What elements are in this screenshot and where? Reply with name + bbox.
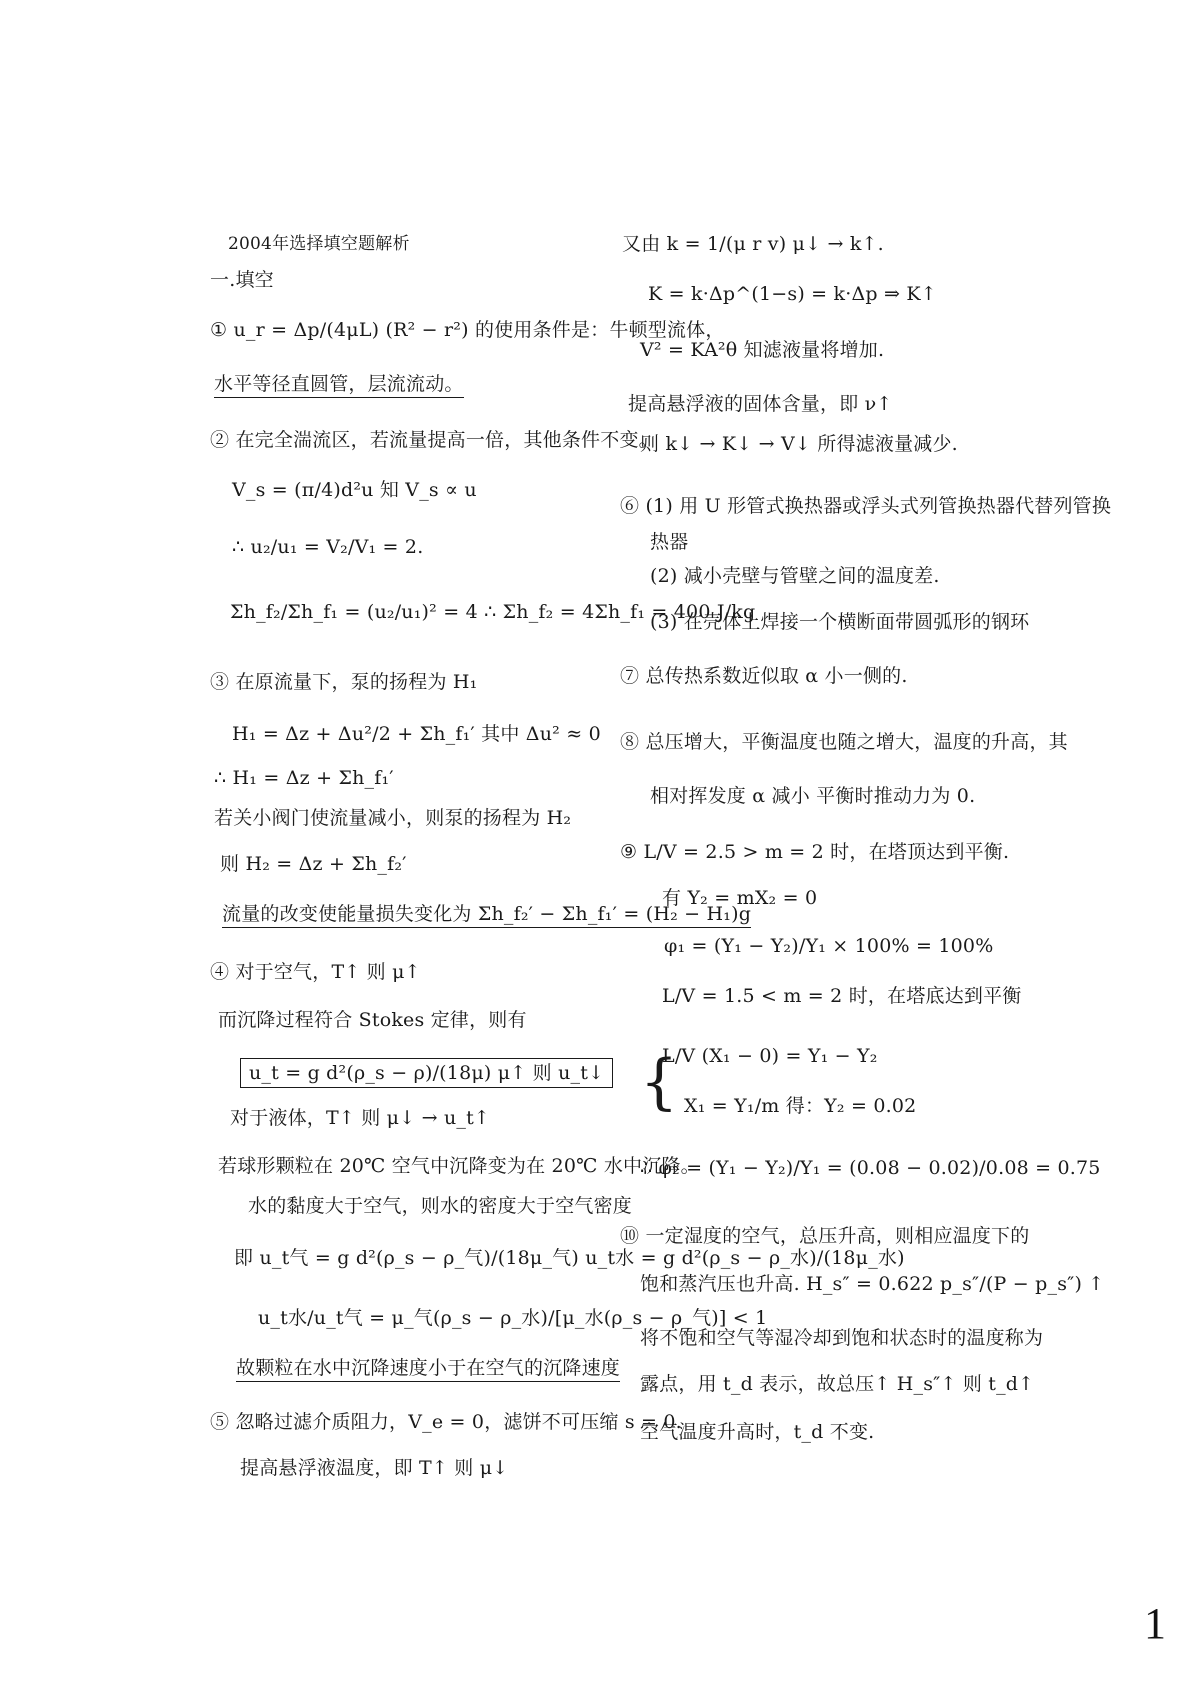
page-number: 1 — [1144, 1599, 1166, 1648]
left-column-line: ∴ u₂/u₁ = V₂/V₁ = 2. — [232, 536, 424, 558]
left-column-line: 水的黏度大于空气，则水的密度大于空气密度 — [248, 1195, 633, 1217]
left-column-line: ③ 在原流量下，泵的扬程为 H₁ — [210, 671, 478, 693]
right-column-line: 提高悬浮液的固体含量，即 ν↑ — [628, 393, 893, 415]
left-column-line: V_s = (π/4)d²u 知 V_s ∝ u — [232, 479, 477, 501]
left-column-line: ① u_r = Δp/(4μL) (R² − r²) 的使用条件是：牛顿型流体， — [210, 319, 725, 341]
right-column-line: 饱和蒸汽压也升高. H_s″ = 0.622 p_s″/(P − p_s″) ↑ — [640, 1273, 1105, 1295]
right-column-line: ⑧ 总压增大，平衡温度也随之增大，温度的升高，其 — [620, 731, 1068, 753]
right-column-line: ⑦ 总传热系数近似取 α 小一侧的. — [620, 665, 908, 687]
right-column-line: 将不饱和空气等湿冷却到饱和状态时的温度称为 — [640, 1327, 1044, 1349]
right-column-line: X₁ = Y₁/m 得：Y₂ = 0.02 — [684, 1095, 917, 1117]
right-column-line: ⑨ L/V = 2.5 > m = 2 时，在塔顶达到平衡. — [620, 841, 1010, 863]
left-column-line: 若关小阀门使流量减小，则泵的扬程为 H₂ — [214, 807, 572, 829]
right-column-line: 有 Y₂ = mX₂ = 0 — [662, 887, 818, 909]
left-column-line: u_t = g d²(ρ_s − ρ)/(18μ) μ↑ 则 u_t↓ — [240, 1058, 613, 1088]
right-column-line: φ₁ = (Y₁ − Y₂)/Y₁ × 100% = 100% — [664, 935, 994, 957]
left-column-line: u_t水/u_t气 = μ_气(ρ_s − ρ_水)/[μ_水(ρ_s − ρ_气)] < 1 — [258, 1307, 768, 1329]
right-column-line: 露点，用 t_d 表示，故总压↑ H_s″↑ 则 t_d↑ — [640, 1373, 1035, 1395]
right-column-line: 热器 — [650, 531, 689, 553]
left-column-line: 即 u_t气 = g d²(ρ_s − ρ_气)/(18μ_气) u_t水 = g d²(ρ_s − ρ_水)/(18μ_水) — [234, 1247, 905, 1269]
right-column-line: ⑩ 一定湿度的空气，总压升高，则相应温度下的 — [620, 1225, 1030, 1247]
left-column-line: Σh_f₂/Σh_f₁ = (u₂/u₁)² = 4 ∴ Σh_f₂ = 4Σh_f₁ = 400 J/kg — [230, 601, 756, 623]
left-column-line: 提高悬浮液温度，即 T↑ 则 μ↓ — [240, 1457, 509, 1479]
left-column-line: 而沉降过程符合 Stokes 定律，则有 — [218, 1009, 527, 1031]
left-column-line: ② 在完全湍流区，若流量提高一倍，其他条件不变。 — [210, 429, 658, 451]
left-column-line: ∴ H₁ = Δz + Σh_f₁′ — [214, 767, 394, 789]
right-column-line: ∴ φ₂ = (Y₁ − Y₂)/Y₁ = (0.08 − 0.02)/0.08 = 0.75 — [640, 1157, 1101, 1179]
left-column-line: 流量的改变使能量损失变化为 Σh_f₂′ − Σh_f₁′ = (H₂ − H₁)g — [222, 902, 751, 928]
left-column-line: 故颗粒在水中沉降速度小于在空气的沉降速度 — [236, 1356, 620, 1382]
left-column-line: ④ 对于空气，T↑ 则 μ↑ — [210, 961, 421, 983]
left-column-line: 一.填空 — [210, 269, 274, 291]
right-column-line: (3) 在壳体上焊接一个横断面带圆弧形的钢环 — [650, 611, 1030, 633]
left-column-line: 则 H₂ = Δz + Σh_f₂′ — [220, 853, 407, 875]
left-column-line: H₁ = Δz + Δu²/2 + Σh_f₁′ 其中 Δu² ≈ 0 — [232, 723, 601, 745]
equation-brace: { — [640, 1047, 679, 1117]
left-column-line: 2004年选择填空题解析 — [228, 234, 410, 254]
right-column-line: ⑥ (1) 用 U 形管式换热器或浮头式列管换热器代替列管换 — [620, 495, 1112, 517]
left-column-line: ⑤ 忽略过滤介质阻力，V_e = 0，滤饼不可压缩 s = 0. — [210, 1411, 682, 1433]
left-column-line: 对于液体，T↑ 则 μ↓ → u_t↑ — [230, 1107, 491, 1129]
right-column-line: 空气温度升高时，t_d 不变. — [640, 1421, 875, 1443]
right-column-line: (2) 减小壳壁与管壁之间的温度差. — [650, 565, 940, 587]
right-column-line: L/V = 1.5 < m = 2 时，在塔底达到平衡 — [662, 985, 1022, 1007]
right-column-line: 相对挥发度 α 减小 平衡时推动力为 0. — [650, 785, 976, 807]
right-column-line: 则 k↓ → K↓ → V↓ 所得滤液量减少. — [640, 433, 958, 455]
left-column-line: 若球形颗粒在 20℃ 空气中沉降变为在 20℃ 水中沉降。 — [218, 1155, 700, 1177]
right-column-line: L/V (X₁ − 0) = Y₁ − Y₂ — [662, 1045, 878, 1067]
right-column-line: K = k·Δp^(1−s) = k·Δp ⇒ K↑ — [648, 283, 937, 305]
left-column-line: 水平等径直圆管，层流流动。 — [214, 372, 464, 398]
right-column-line: 又由 k = 1/(μ r v) μ↓ → k↑. — [622, 233, 884, 255]
right-column-line: V² = KA²θ 知滤液量将增加. — [640, 339, 885, 361]
